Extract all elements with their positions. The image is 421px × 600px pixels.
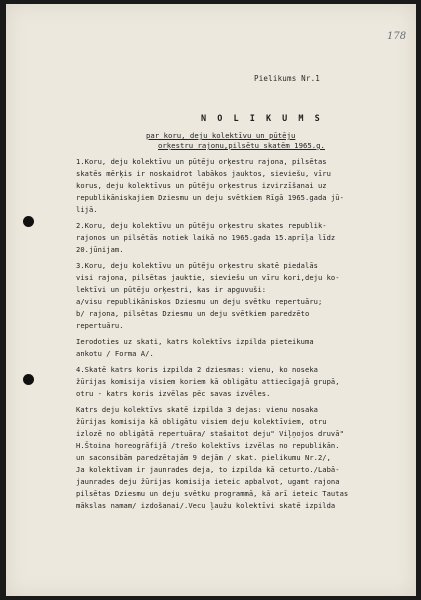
body-line: žūrijas komisija visiem koriem kā obligātu attiecīgajā grupā, xyxy=(76,377,340,386)
body-line: otru - katrs koris izvēlas pēc savas izvēles. xyxy=(76,389,271,398)
punch-hole-top xyxy=(23,216,34,227)
body-line: ankotu / Forma A/. xyxy=(76,349,154,358)
body-line: repertuāru. xyxy=(76,321,124,330)
body-line: Katrs deju kolektīvs skatē izpilda 3 dejas: vienu nosaka xyxy=(76,405,318,414)
body-line: mākslas namam/ izdošanai/.Vecu ļaužu kolektīvi skatē izpilda xyxy=(76,501,336,510)
subtitle-line: orķestru rajonu,pilsētu skatēm 1965.g. xyxy=(158,141,325,150)
body-line: 2.Koru, deju kolektīvu un pūtēju orķestru skates republik- xyxy=(76,221,327,230)
body-line: rajonos un pilsētās notiek laikā no 1965.gada 15.aprīļa līdz xyxy=(76,233,336,242)
body-line: žūrijas komisija kā obligātu visiem deju kolektīviem, otru xyxy=(76,417,327,426)
body-line: skatēs mērķis ir noskaidrot labākos jauktos, sieviešu, vīru xyxy=(76,169,331,178)
body-line: 1.Koru, deju kolektīvu un pūtēju orķestru rajona, pilsētas xyxy=(76,157,327,166)
body-line: a/visu republikāniskos Dziesmu un deju svētku repertuāru; xyxy=(76,297,323,306)
handwritten-page-number: 178 xyxy=(387,31,407,42)
body-line: korus, deju kolektīvus un pūtēju orķestrus izvirzīšanai uz xyxy=(76,181,327,190)
body-line: pilsētas Dziesmu un deju svētku programmā, kā arī ieteic Tautas xyxy=(76,489,349,498)
body-line: jaunrades deju žūrijas komisija ieteic apbalvot, ugamt rajona xyxy=(76,477,340,486)
body-line: lijā. xyxy=(76,205,98,214)
body-line: visi rajona, pilsētas jauktie, sieviešu un vīru kori,deju ko- xyxy=(76,273,340,282)
body-line: republikāniskajiem Dziesmu un deju svētkiem Rīgā 1965.gada jū- xyxy=(76,193,344,202)
body-line: 20.jūnijam. xyxy=(76,245,124,254)
body-line: 4.Skatē katrs koris izpilda 2 dziesmas: vienu, ko noseka xyxy=(76,365,318,374)
subtitle-line: par koru, deju kolektīvu un pūtēju xyxy=(146,131,296,140)
appendix-label: Pielikums Nr.1 xyxy=(254,74,321,83)
document-page xyxy=(6,4,416,596)
body-line: H.Štoina horeogrāfijā /trešo kolektīvs izvēlas no republikān. xyxy=(76,441,340,450)
body-line: lektīvi un pūtēju orķestri, kas ir apguvuši: xyxy=(76,285,267,294)
body-line: izlozē no obligātā repertuāra/ stašaitot deju" Viļņojos druvā" xyxy=(76,429,344,438)
body-line: Ierodoties uz skati, katrs kolektīvs izpilda pieteikuma xyxy=(76,337,314,346)
document-title: N O L I K U M S xyxy=(201,114,323,124)
body-line: 3.Koru, deju kolektīvu un pūtēju orķestru skatē piedalās xyxy=(76,261,318,270)
punch-hole-bottom xyxy=(23,374,34,385)
body-line: un saconsibām paredzētajām 9 dejām / skat. pielikumu Nr.2/, xyxy=(76,453,331,462)
body-line: Ja kolektīvam ir jaunrades deja, to izpilda kā ceturto./Labā- xyxy=(76,465,340,474)
body-line: b/ rajona, pilsētas Dziesmu un deju svētkiem paredzēto xyxy=(76,309,310,318)
